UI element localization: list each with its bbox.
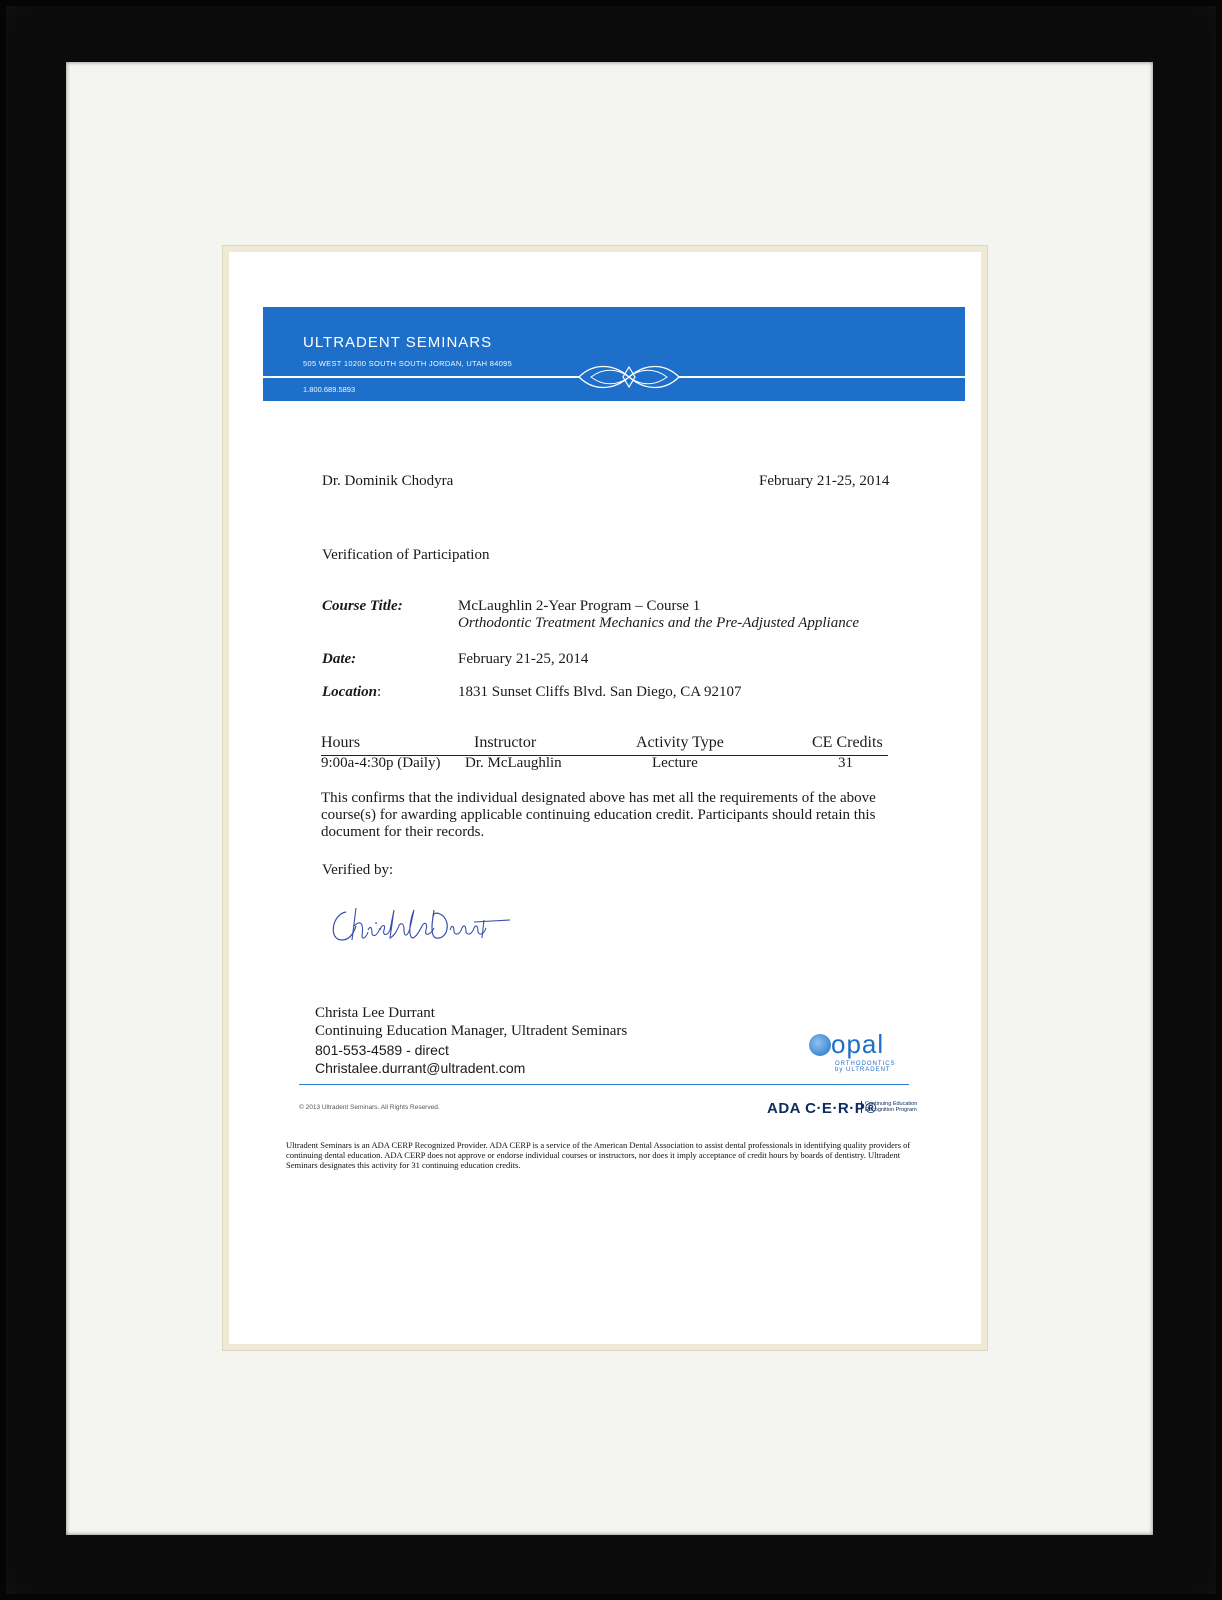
course-location: 1831 Sunset Cliffs Blvd. San Diego, CA 92107 [458,684,742,700]
signer-phone: 801-553-4589 - direct [315,1042,449,1058]
signer-email: Christalee.durrant@ultradent.com [315,1060,526,1076]
ada-cerp-sub-line1: Continuing Education [865,1101,918,1107]
org-name: ULTRADENT SEMINARS [303,334,493,351]
signature-image [324,900,514,950]
document-heading: Verification of Participation [322,547,490,563]
opal-logo-word: opal [831,1029,885,1059]
table-header [321,734,888,756]
confirmation-text: This confirms that the individual designated above has met all the requirements of the above course(s) for awarding applicable continuing education credit. Participants should retain this document for their records. [321,790,876,840]
ornament-icon [573,359,685,395]
cell-activity-type: Lecture [652,755,698,771]
footer-rule [299,1084,909,1085]
signer-name: Christa Lee Durrant [315,1005,435,1021]
cell-ce-credits: 31 [838,755,853,771]
course-date: February 21-25, 2014 [458,651,589,667]
ada-cerp-subtext [861,1101,917,1113]
col-hours: Hours [321,734,361,751]
course-title: McLaughlin 2-Year Program – Course 1 [458,598,701,614]
location-label: Location [322,684,377,700]
org-address: 505 WEST 10200 SOUTH SOUTH JORDAN, UTAH 84095 [303,359,513,368]
letterhead-band [263,307,965,401]
location-colon: : [377,684,382,700]
ada-cerp-logo: ADA C·E·R·P® [767,1100,877,1117]
ada-cerp-disclaimer: Ultradent Seminars is an ADA CERP Recognized Provider. ADA CERP is a service of the American Dental Association to assist dental professionals in identifying quality providers of continuing dental education. ADA CERP does not approve or endorse individual courses or instructors, nor does it imply acceptance of credit hours by boards of dentistry. Ultradent Seminars designates this activity for 31 continuing education credits. [286,1140,911,1170]
signer-title: Continuing Education Manager, Ultradent Seminars [315,1023,628,1039]
verified-by-label: Verified by: [322,862,394,878]
certificate-document [229,252,981,1344]
cell-hours: 9:00a-4:30p (Daily) [321,755,441,771]
opal-logo-icon [809,1034,831,1056]
table-row [321,755,888,775]
opal-logo-subtext: ORTHODONTICS by ULTRADENT [835,1061,896,1073]
location-label-wrap [322,684,381,701]
col-ce-credits: CE Credits [812,734,883,751]
copyright: © 2013 Ultradent Seminars. All Rights Reserved. [299,1104,440,1111]
org-phone: 1.800.689.5893 [303,385,356,394]
date-label: Date: [322,651,357,667]
course-subtitle: Orthodontic Treatment Mechanics and the Pre-Adjusted Appliance [458,615,860,631]
issue-date: February 21-25, 2014 [759,473,890,489]
col-activity-type: Activity Type [636,734,724,751]
ada-cerp-sub-line2: Recognition Program [865,1107,917,1113]
col-instructor: Instructor [474,734,537,751]
cell-instructor: Dr. McLaughlin [465,755,562,771]
opal-logo [809,1029,899,1073]
course-title-label: Course Title: [322,598,403,614]
recipient-name: Dr. Dominik Chodyra [322,473,454,489]
